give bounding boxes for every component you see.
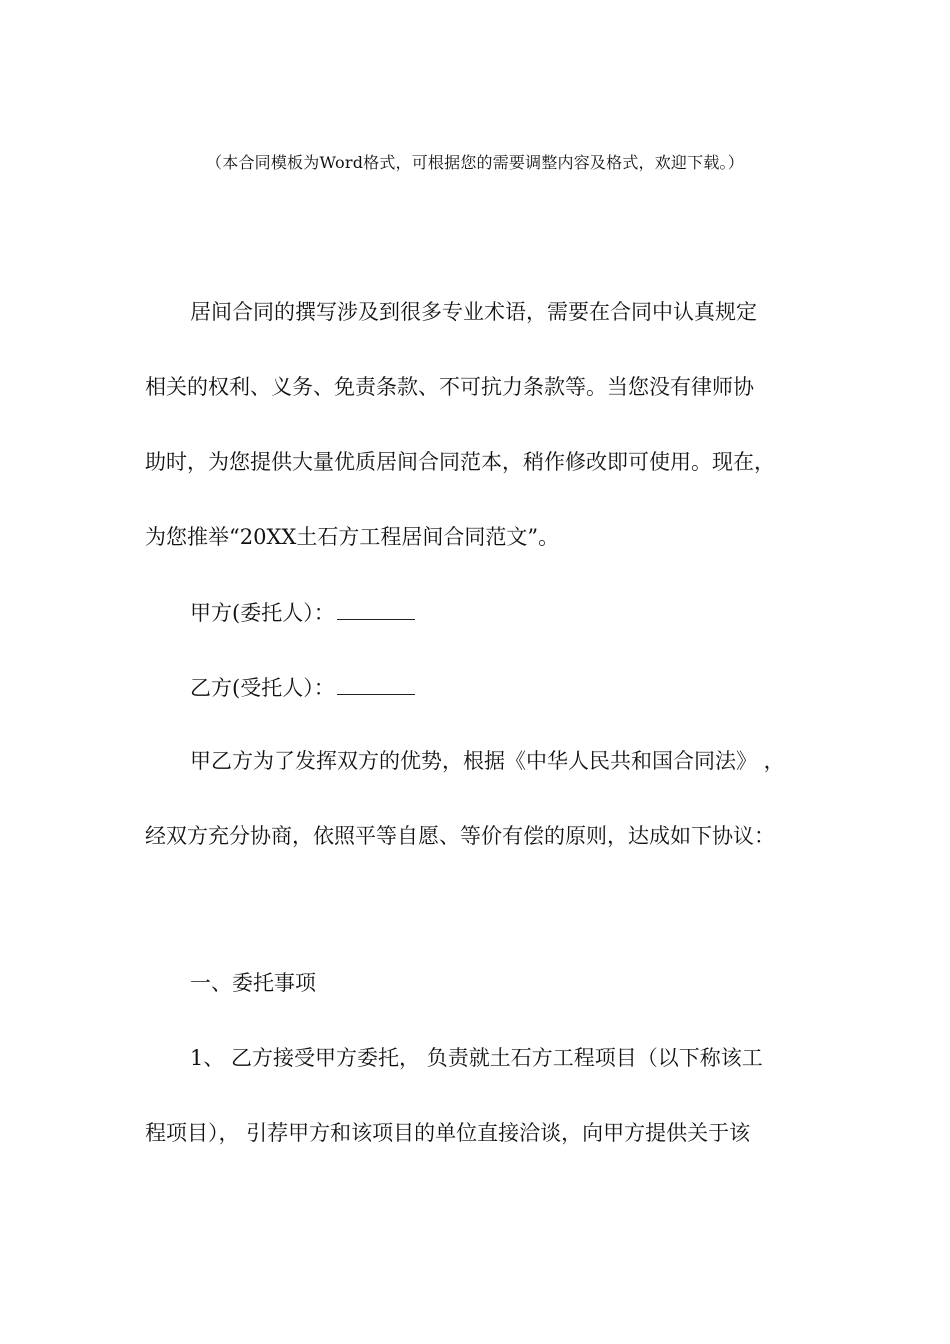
preamble-line-1: 甲乙方为了发挥双方的优势，根据《中华人民共和国合同法》 ，: [190, 749, 785, 773]
section-1-item-1-line-1: 1、 乙方接受甲方委托， 负责就土石方工程项目（以下称该工: [190, 1046, 763, 1070]
party-b-line: [190, 672, 415, 703]
intro-line-2: 相关的权利、义务、免责条款、不可抗力条款等。当您没有律师协: [145, 375, 754, 399]
party-a-line: [190, 597, 415, 628]
section-1-title: 一、委托事项: [190, 971, 316, 995]
party-b-label: 乙方(受托人）：: [190, 676, 335, 700]
section-1-item-1-line-2: 程项目）， 引荐甲方和该项目的单位直接洽谈，向甲方提供关于该: [145, 1121, 751, 1145]
intro-line-4: 为您推举“20XX土石方工程居间合同范文”。: [145, 525, 560, 549]
preamble-line-2: 经双方充分协商，依照平等自愿、等价有偿的原则，达成如下协议：: [145, 824, 775, 848]
party-b-blank[interactable]: [337, 672, 415, 695]
template-note: （本合同模板为Word格式，可根据您的需要调整内容及格式，欢迎下载。）: [206, 153, 744, 172]
intro-line-1: 居间合同的撰写涉及到很多专业术语，需要在合同中认真规定: [190, 300, 757, 324]
party-a-blank[interactable]: [337, 597, 415, 620]
intro-line-3: 助时，为您提供大量优质居间合同范本，稍作修改即可使用。现在，: [145, 450, 775, 474]
party-a-label: 甲方(委托人）：: [190, 601, 335, 625]
